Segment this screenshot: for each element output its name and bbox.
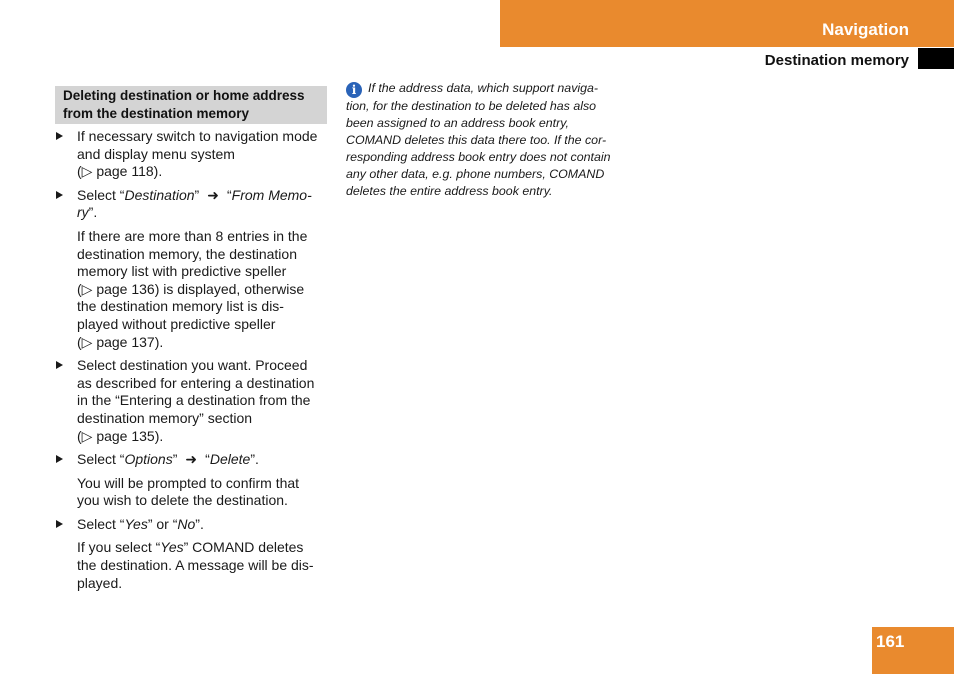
step-note: If there are more than 8 entries in the destination memory, the destination memory list with predictive speller (▷ page 136) is displayed, otherwise the destination memory list is dis- played without predictive speller (▷ page 137). xyxy=(77,227,308,350)
heading-line-1: Deleting destination or home address xyxy=(63,88,305,103)
bullet-triangle-icon xyxy=(56,520,63,528)
section-title: Navigation xyxy=(822,20,909,39)
section-tab-marker xyxy=(918,48,954,69)
subsection-title: Destination memory xyxy=(764,52,909,69)
step-item: Select “Yes” or “No”. xyxy=(55,516,335,534)
option-no: No xyxy=(177,515,196,532)
step-item: If necessary switch to navigation mode and display menu system (▷ page 118). xyxy=(55,128,335,181)
arrow-right-icon: ➜ xyxy=(207,186,219,203)
menu-item-options: Options xyxy=(124,451,173,468)
instructions-column xyxy=(55,128,335,598)
info-note: i If the address data, which support naviga- tion, for the destination to be deleted has also been assigned to an address book entry, COMAND deletes this data there too. If the cor- responding address book entry does not contain any other data, e.g. phone numbers, COMAND deletes the entire address book entry. xyxy=(346,81,611,199)
bullet-triangle-icon xyxy=(56,361,63,369)
page-reference: (▷ page 118). xyxy=(77,163,163,180)
step-item: Select “Destination” ➜ “From Memo- ry”. xyxy=(55,187,335,222)
step-item: Select destination you want. Proceed as described for entering a destination in the “Entering a destination from the destination memory” section (▷ page 135). xyxy=(55,357,335,445)
menu-item-delete: Delete xyxy=(209,451,251,468)
arrow-right-icon: ➜ xyxy=(185,451,198,468)
step-note: You will be prompted to confirm that you wish to delete the destination. xyxy=(77,474,300,509)
heading-line-2: from the destination memory xyxy=(63,106,250,121)
menu-item-destination: Destination xyxy=(124,186,195,203)
procedure-heading xyxy=(55,86,327,124)
bullet-triangle-icon xyxy=(56,191,63,199)
info-icon: i xyxy=(346,82,362,98)
step-note: If you select “Yes” COMAND deletes the destination. A message will be dis- played. xyxy=(77,539,314,591)
option-yes: Yes xyxy=(124,515,148,532)
page-number: 161 xyxy=(876,632,905,651)
step-item: Select “Options” ➜ “Delete”. xyxy=(55,451,335,469)
menu-item-from-memory: From Memo- xyxy=(231,186,312,203)
bullet-triangle-icon xyxy=(56,455,63,463)
bullet-triangle-icon xyxy=(56,132,63,140)
page-number-box xyxy=(872,627,954,674)
